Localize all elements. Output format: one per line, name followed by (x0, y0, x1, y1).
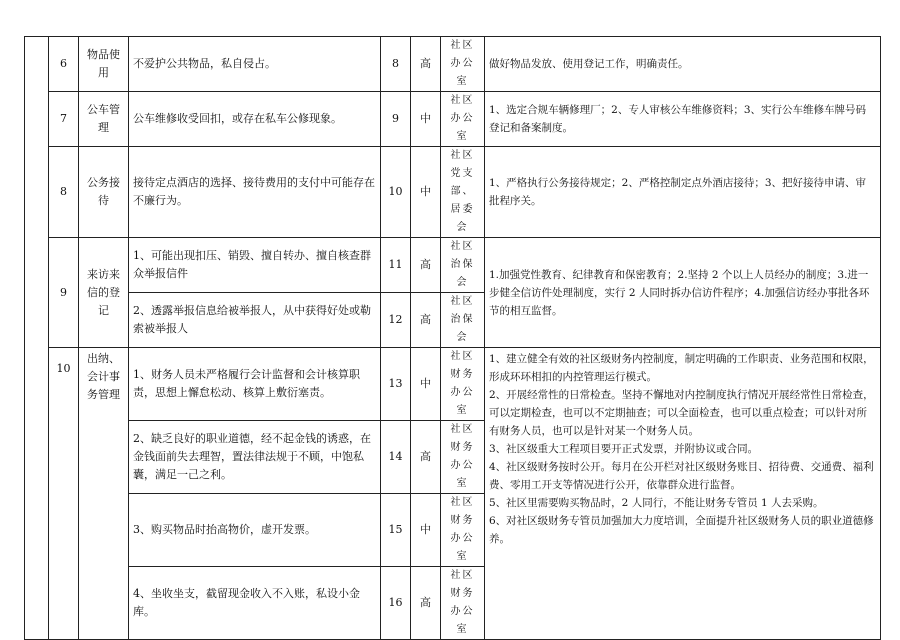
dept-label: 社区财务办公室 (450, 497, 475, 562)
risk-level: 高 (411, 567, 441, 640)
table-row (25, 147, 881, 238)
row-number: 6 (49, 37, 79, 92)
table-row (25, 92, 881, 147)
risk-table (24, 36, 881, 640)
risk-score: 16 (381, 567, 411, 640)
dept-label: 社区治保会 (450, 296, 475, 343)
measure-item: 6、对社区级财务专管员加强加大力度培训，全面提升社区级财务人员的职业道德修养。 (489, 515, 874, 545)
risk-level: 中 (411, 348, 441, 421)
responsible-dept (441, 37, 485, 92)
measure-item: 2、开展经常性的日常检查。坚持不懈地对内控制度执行情况开展经常性日常检查，可以定期检查，也可以不定期抽查；可以全面检查，也可以重点检查；可以针对所有财务人员，也可以是针对某一个财务人员。 (489, 389, 874, 437)
risk-description: 1、财务人员未严格履行会计监督和会计核算职责，思想上懈怠松动、核算上敷衍塞责。 (129, 348, 381, 421)
control-measures (485, 348, 881, 640)
risk-score: 8 (381, 37, 411, 92)
risk-category: 公车管理 (79, 92, 129, 147)
risk-category: 物品使用 (79, 37, 129, 92)
dept-label: 社区财务办公室 (450, 570, 475, 635)
risk-level: 高 (411, 293, 441, 348)
risk-category: 出纳、会计事务管理 (79, 348, 129, 640)
dept-label: 社区办公室 (450, 40, 475, 87)
responsible-dept (441, 238, 485, 293)
risk-score: 11 (381, 238, 411, 293)
risk-score: 13 (381, 348, 411, 421)
responsible-dept (441, 421, 485, 494)
dept-label: 社区党支部、居委会 (450, 150, 475, 233)
control-measures: 1.加强党性教育、纪律教育和保密教育；2.坚持 2 个以上人员经办的制度；3.进一步健全信访件处理制度，实行 2 人同时拆办信访件程序；4.加强信访经办事批各环节的相互监督。 (485, 238, 881, 348)
row-number: 10 (49, 348, 79, 640)
risk-level: 中 (411, 147, 441, 238)
row-number: 7 (49, 92, 79, 147)
risk-level: 中 (411, 494, 441, 567)
risk-description: 公车维修收受回扣，或存在私车公修现象。 (129, 92, 381, 147)
measure-item: 5、社区里需要购买物品时，2 人同行，不能让财务专管员 1 人去采购。 (489, 497, 824, 509)
responsible-dept (441, 92, 485, 147)
risk-score: 12 (381, 293, 411, 348)
control-measures: 1、选定合规车辆修理厂；2、专人审核公车维修资料；3、实行公车维修车牌号码登记和备案制度。 (485, 92, 881, 147)
dept-label: 社区财务办公室 (450, 351, 475, 416)
risk-category: 来访来信的登记 (79, 238, 129, 348)
responsible-dept (441, 348, 485, 421)
risk-description: 不爱护公共物品，私自侵占。 (129, 37, 381, 92)
measure-item: 3、社区级重大工程项目要开正式发票，并附协议或合同。 (489, 443, 759, 455)
risk-description: 3、购买物品时抬高物价，虚开发票。 (129, 494, 381, 567)
responsible-dept (441, 494, 485, 567)
responsible-dept (441, 293, 485, 348)
risk-score: 10 (381, 147, 411, 238)
table-row (25, 238, 881, 293)
risk-level: 高 (411, 238, 441, 293)
dept-label: 社区治保会 (450, 241, 475, 288)
risk-description: 1、可能出现扣压、销毁、擅自转办、擅自核查群众举报信件 (129, 238, 381, 293)
dept-label: 社区财务办公室 (450, 424, 475, 489)
risk-score: 14 (381, 421, 411, 494)
risk-level: 中 (411, 92, 441, 147)
risk-score: 9 (381, 92, 411, 147)
risk-description: 4、坐收坐支，截留现金收入不入账，私设小金库。 (129, 567, 381, 640)
risk-description: 2、透露举报信息给被举报人，从中获得好处或勒索被举报人 (129, 293, 381, 348)
responsible-dept (441, 567, 485, 640)
risk-score: 15 (381, 494, 411, 567)
control-measures: 1、严格执行公务接待规定；2、严格控制定点外酒店接待；3、把好接待申请、审批程序关。 (485, 147, 881, 238)
measure-item: 1、建立健全有效的社区级财务内控制度，制定明确的工作职责、业务范围和权限，形成环环相扣的内控管理运行模式。 (489, 353, 874, 383)
row-number: 9 (49, 238, 79, 348)
control-measures: 做好物品发放、使用登记工作，明确责任。 (485, 37, 881, 92)
risk-level: 高 (411, 421, 441, 494)
blank-column (25, 37, 49, 640)
risk-category: 公务接待 (79, 147, 129, 238)
risk-description: 接待定点酒店的选择、接待费用的支付中可能存在不廉行为。 (129, 147, 381, 238)
risk-level: 高 (411, 37, 441, 92)
responsible-dept (441, 147, 485, 238)
row-number: 8 (49, 147, 79, 238)
measure-item: 4、社区级财务按时公开。每月在公开栏对社区级财务账目、招待费、交通费、福利费、零用工开支等情况进行公开，依靠群众进行监督。 (489, 461, 874, 491)
risk-description: 2、缺乏良好的职业道德，经不起金钱的诱惑，在金钱面前失去理智，置法律法规于不顾，中饱私囊，满足一己之利。 (129, 421, 381, 494)
dept-label: 社区办公室 (450, 95, 475, 142)
table-row (25, 348, 881, 421)
table-row (25, 37, 881, 92)
